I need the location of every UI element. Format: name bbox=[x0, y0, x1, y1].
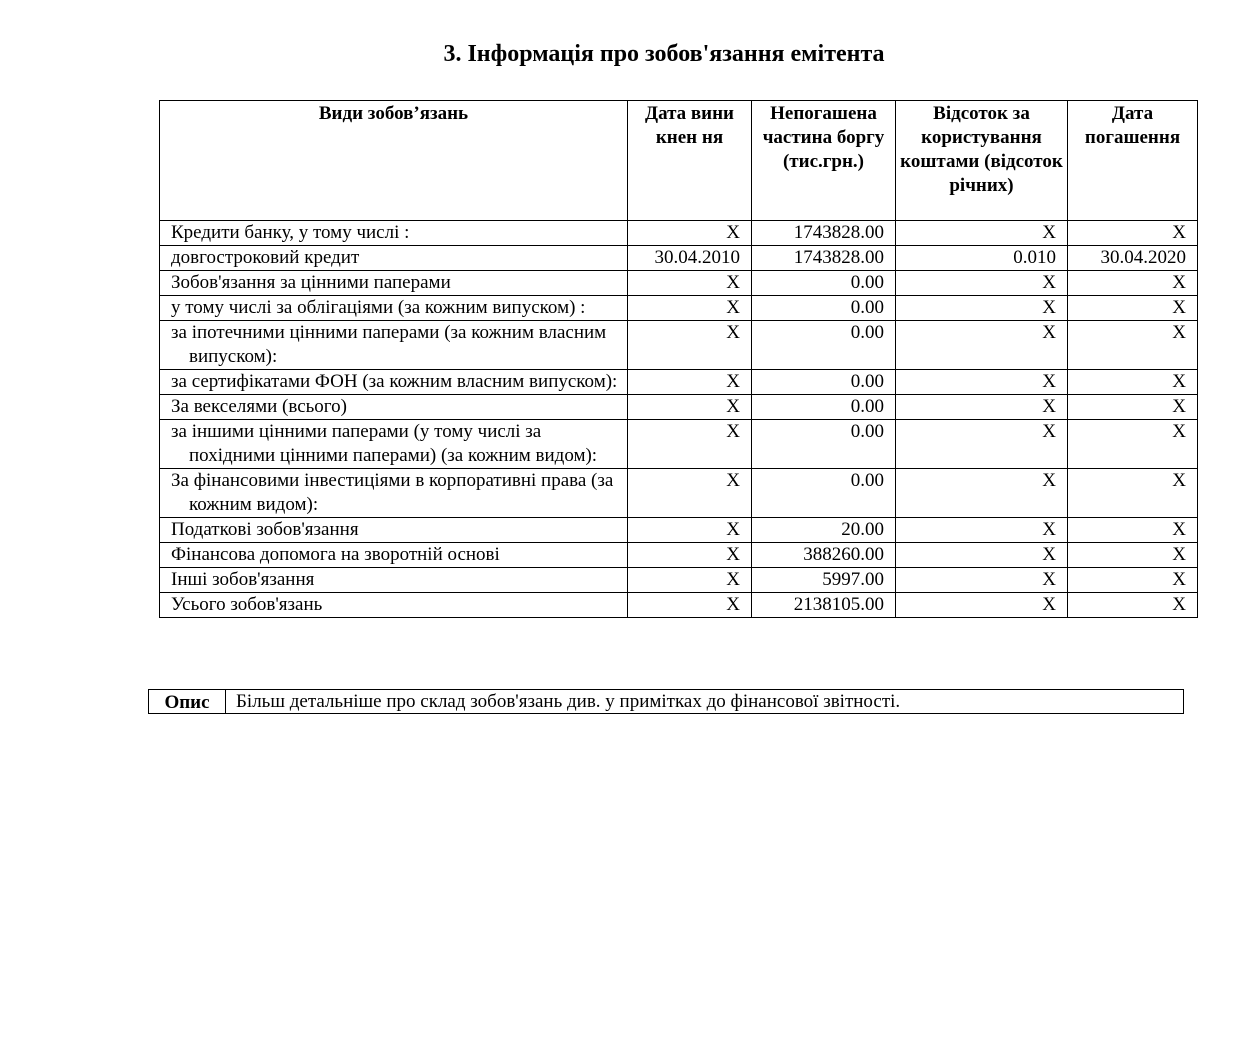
cell-date-of-origin: X bbox=[628, 370, 752, 395]
obligation-type-label: Зобов'язання за цінними паперами bbox=[171, 272, 451, 293]
cell-repayment-date: X bbox=[1068, 321, 1198, 370]
obligation-type-label: у тому числі за облігаціями (за кожним випуском) : bbox=[171, 297, 586, 318]
cell-repayment-date: 30.04.2020 bbox=[1068, 246, 1198, 271]
cell-interest-rate: 0.010 bbox=[896, 246, 1068, 271]
cell-obligation-type bbox=[160, 420, 628, 469]
cell-repayment-date: X bbox=[1068, 420, 1198, 469]
cell-obligation-type bbox=[160, 469, 628, 518]
cell-obligation-type bbox=[160, 271, 628, 296]
cell-interest-rate: X bbox=[896, 271, 1068, 296]
column-header-outstanding-debt: Непогашена частина боргу (тис.грн.) bbox=[752, 101, 896, 221]
obligation-type-label: За фінансовими інвестиціями в корпоративні права (за кожним видом): bbox=[171, 470, 614, 515]
column-header-repayment-date: Дата погашення bbox=[1068, 101, 1198, 221]
cell-date-of-origin: X bbox=[628, 543, 752, 568]
table-row bbox=[160, 296, 1198, 321]
table-row bbox=[160, 271, 1198, 296]
cell-repayment-date: X bbox=[1068, 568, 1198, 593]
cell-obligation-type bbox=[160, 296, 628, 321]
description-text: Більш детальніше про склад зобов'язань див. у примітках до фінансової звітності. bbox=[236, 691, 901, 712]
column-header-obligation-type: Види зобов’язань bbox=[160, 101, 628, 221]
cell-repayment-date: X bbox=[1068, 221, 1198, 246]
cell-repayment-date: X bbox=[1068, 593, 1198, 618]
obligation-type-label: за сертифікатами ФОН (за кожним власним випуском): bbox=[171, 371, 618, 392]
cell-date-of-origin: X bbox=[628, 296, 752, 321]
cell-interest-rate: X bbox=[896, 420, 1068, 469]
cell-obligation-type bbox=[160, 568, 628, 593]
cell-interest-rate: X bbox=[896, 568, 1068, 593]
table-row bbox=[160, 593, 1198, 618]
cell-date-of-origin: 30.04.2010 bbox=[628, 246, 752, 271]
cell-date-of-origin: X bbox=[628, 469, 752, 518]
table-header-row bbox=[160, 101, 1198, 221]
cell-outstanding-debt: 1743828.00 bbox=[752, 221, 896, 246]
obligation-type-label: за іпотечними цінними паперами (за кожним власним випуском): bbox=[171, 322, 607, 367]
cell-interest-rate: X bbox=[896, 221, 1068, 246]
cell-obligation-type bbox=[160, 246, 628, 271]
obligation-type-label: Кредити банку, у тому числі : bbox=[171, 222, 410, 243]
table-row bbox=[160, 246, 1198, 271]
obligation-type-label: Фінансова допомога на зворотній основі bbox=[171, 544, 500, 565]
table-row bbox=[160, 395, 1198, 420]
cell-repayment-date: X bbox=[1068, 271, 1198, 296]
cell-interest-rate: X bbox=[896, 469, 1068, 518]
cell-outstanding-debt: 0.00 bbox=[752, 370, 896, 395]
cell-repayment-date: X bbox=[1068, 296, 1198, 321]
cell-obligation-type bbox=[160, 321, 628, 370]
obligation-type-label: За векселями (всього) bbox=[171, 396, 347, 417]
cell-interest-rate: X bbox=[896, 518, 1068, 543]
table-row bbox=[160, 221, 1198, 246]
table-row bbox=[160, 469, 1198, 518]
description-label: Опис bbox=[149, 690, 226, 713]
cell-interest-rate: X bbox=[896, 296, 1068, 321]
cell-interest-rate: X bbox=[896, 395, 1068, 420]
cell-outstanding-debt: 20.00 bbox=[752, 518, 896, 543]
cell-date-of-origin: X bbox=[628, 593, 752, 618]
cell-outstanding-debt: 388260.00 bbox=[752, 543, 896, 568]
cell-date-of-origin: X bbox=[628, 518, 752, 543]
cell-outstanding-debt: 1743828.00 bbox=[752, 246, 896, 271]
cell-outstanding-debt: 5997.00 bbox=[752, 568, 896, 593]
cell-date-of-origin: X bbox=[628, 221, 752, 246]
cell-outstanding-debt: 0.00 bbox=[752, 271, 896, 296]
obligations-table bbox=[159, 100, 1198, 618]
cell-date-of-origin: X bbox=[628, 321, 752, 370]
cell-outstanding-debt: 0.00 bbox=[752, 296, 896, 321]
cell-outstanding-debt: 0.00 bbox=[752, 420, 896, 469]
obligation-type-label: довгостроковий кредит bbox=[171, 247, 360, 268]
obligation-type-label: Податкові зобов'язання bbox=[171, 519, 359, 540]
cell-interest-rate: X bbox=[896, 593, 1068, 618]
table-row bbox=[160, 321, 1198, 370]
table-row bbox=[160, 420, 1198, 469]
table-row bbox=[160, 543, 1198, 568]
cell-outstanding-debt: 0.00 bbox=[752, 395, 896, 420]
cell-obligation-type bbox=[160, 593, 628, 618]
cell-outstanding-debt: 0.00 bbox=[752, 321, 896, 370]
table-row bbox=[160, 518, 1198, 543]
cell-outstanding-debt: 0.00 bbox=[752, 469, 896, 518]
column-header-interest-rate: Відсоток за користування коштами (відсоток річних) bbox=[896, 101, 1068, 221]
obligation-type-label: Інші зобов'язання bbox=[171, 569, 315, 590]
cell-date-of-origin: X bbox=[628, 568, 752, 593]
table-row bbox=[160, 568, 1198, 593]
cell-repayment-date: X bbox=[1068, 370, 1198, 395]
cell-repayment-date: X bbox=[1068, 469, 1198, 518]
cell-repayment-date: X bbox=[1068, 395, 1198, 420]
obligation-type-label: Усього зобов'язань bbox=[171, 594, 323, 615]
cell-date-of-origin: X bbox=[628, 395, 752, 420]
cell-obligation-type bbox=[160, 221, 628, 246]
obligation-type-label: за іншими цінними паперами (у тому числі за похідними цінними паперами) (за кожним видом): bbox=[171, 421, 598, 466]
column-header-date-of-origin: Дата виникнен ня bbox=[628, 101, 752, 221]
cell-obligation-type bbox=[160, 543, 628, 568]
cell-obligation-type bbox=[160, 518, 628, 543]
cell-interest-rate: X bbox=[896, 543, 1068, 568]
cell-repayment-date: X bbox=[1068, 518, 1198, 543]
cell-date-of-origin: X bbox=[628, 271, 752, 296]
description-row bbox=[148, 689, 1184, 714]
cell-outstanding-debt: 2138105.00 bbox=[752, 593, 896, 618]
cell-obligation-type bbox=[160, 395, 628, 420]
table-row bbox=[160, 370, 1198, 395]
cell-interest-rate: X bbox=[896, 370, 1068, 395]
cell-interest-rate: X bbox=[896, 321, 1068, 370]
cell-obligation-type bbox=[160, 370, 628, 395]
cell-date-of-origin: X bbox=[628, 420, 752, 469]
cell-repayment-date: X bbox=[1068, 543, 1198, 568]
page-title: 3. Інформація про зобов'язання емітента bbox=[443, 41, 885, 67]
